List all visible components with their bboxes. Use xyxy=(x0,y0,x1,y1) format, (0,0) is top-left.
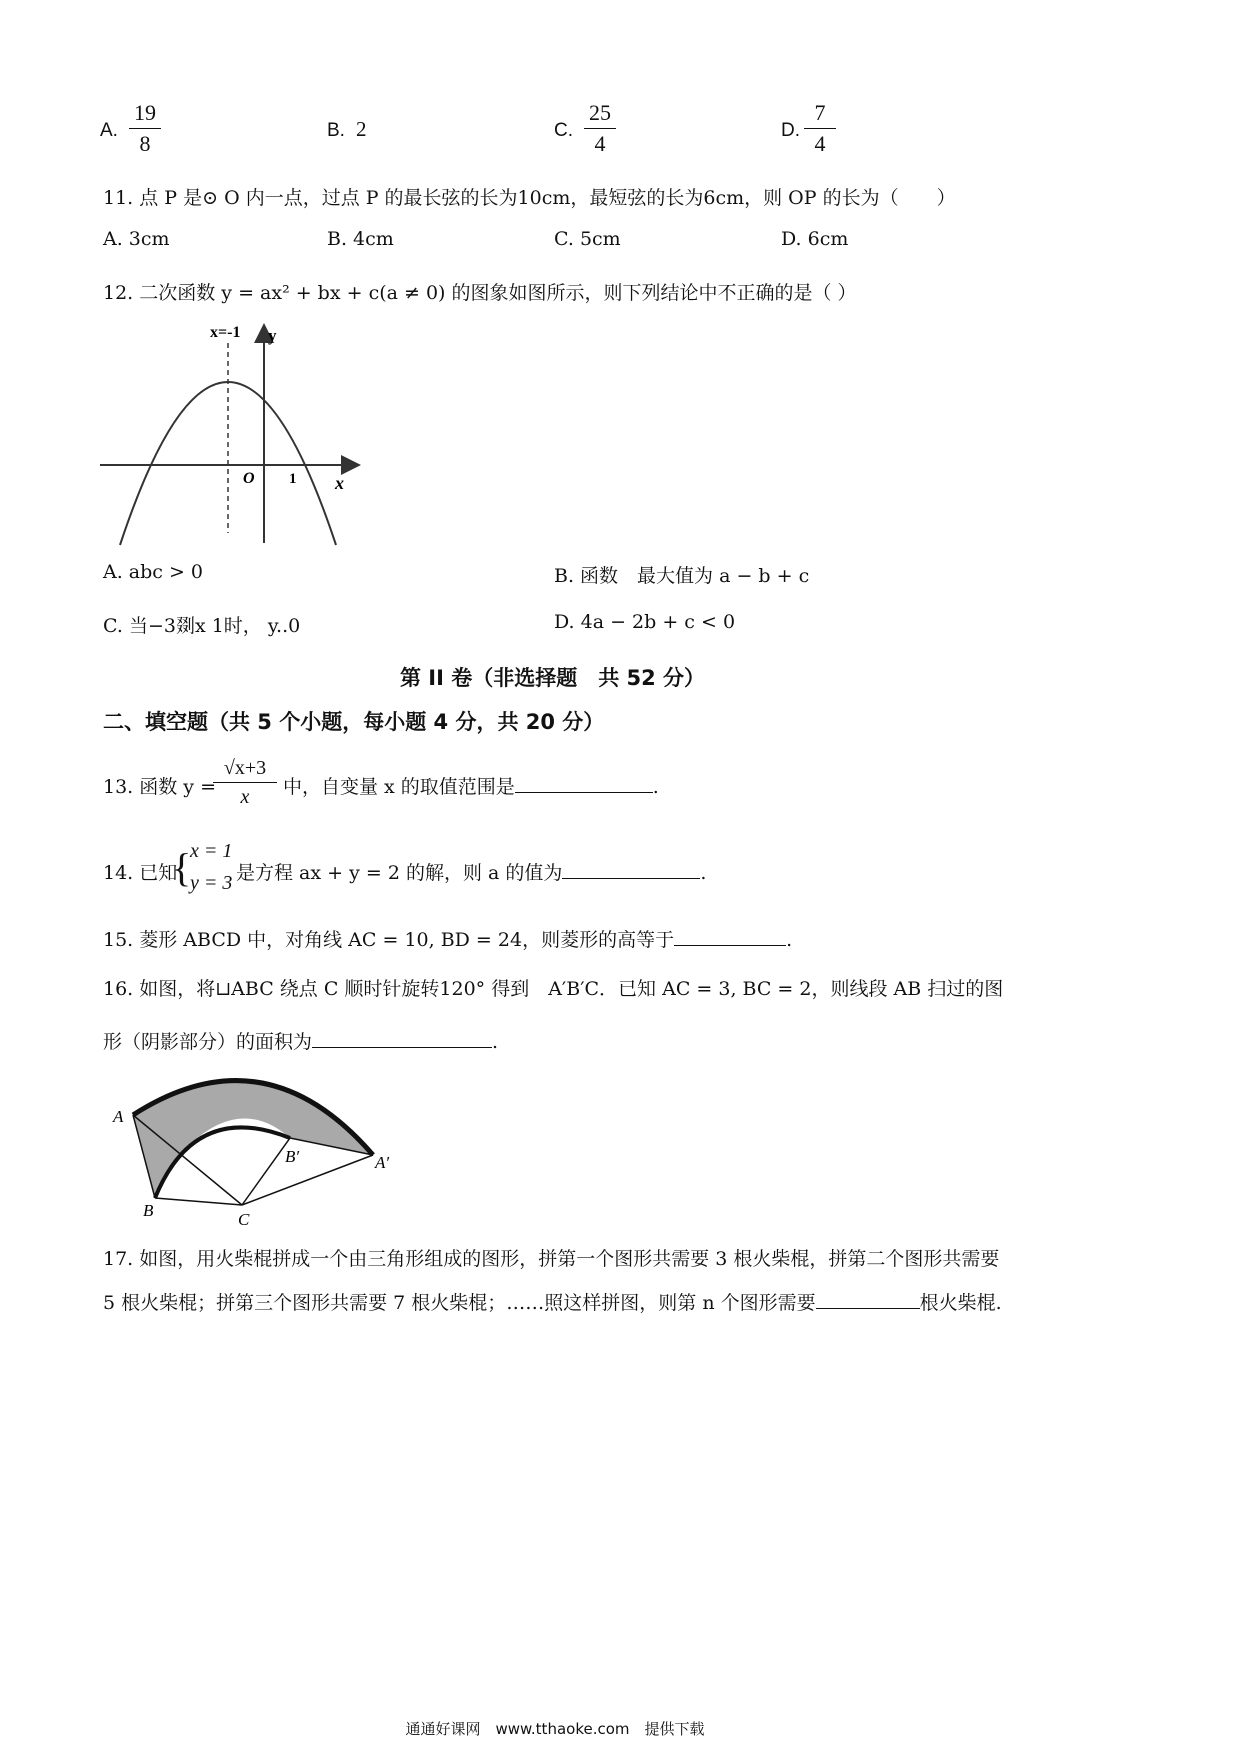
q14-brace: { xyxy=(172,845,192,890)
fraction-denominator: 4 xyxy=(814,131,826,156)
q12-parabola-graph xyxy=(95,315,375,555)
point-b-prime-label: B′ xyxy=(285,1147,300,1166)
q11-option-d: D. 6cm xyxy=(781,228,849,250)
q13-suffix xyxy=(283,772,659,799)
symmetry-axis-label: x=-1 xyxy=(210,324,241,341)
q16-end: . xyxy=(492,1031,499,1053)
fraction-numerator: 7 xyxy=(814,100,826,125)
q16-line1: 16. 如图，将⊔ABC 绕点 C 顺时针旋转120° 得到 A′B′C．已知 AC = 3, BC = 2，则线段 AB 扫过的图 xyxy=(103,978,1004,1000)
q10-option-d-label: D. xyxy=(781,120,800,141)
q14-suffix-text: 是方程 ax + y = 2 的解，则 a 的值为 xyxy=(236,862,563,884)
q16-line2 xyxy=(103,1027,498,1054)
q10-option-b-label: B. xyxy=(327,120,345,141)
x-axis-label: x xyxy=(335,473,344,493)
q12-option-d: D. 4a − 2b + c < 0 xyxy=(554,611,736,633)
fraction-numerator: √x+3 xyxy=(223,757,267,779)
q14-eq1: x = 1 xyxy=(190,840,233,862)
q10-option-a-label: A. xyxy=(100,120,118,141)
q13-end: . xyxy=(652,776,659,798)
q14-end: . xyxy=(700,862,707,884)
q17-line2-text: 5 根火柴棍；拼第三个图形共需要 7 根火柴棍；……照这样拼图，则第 n 个图形需要 xyxy=(103,1292,816,1314)
q12-option-a: A. abc > 0 xyxy=(103,561,204,583)
q17-line1: 17. 如图，用火柴棍拼成一个由三角形组成的图形，拼第一个图形共需要 3 根火柴棍，拼第二个图形共需要 xyxy=(103,1248,1000,1270)
page-footer: 通通好课网 www.tthaoke.com 提供下载 xyxy=(405,1720,705,1738)
segment-a2c xyxy=(242,1155,373,1205)
tick-one-label: 1 xyxy=(289,471,297,487)
origin-label: O xyxy=(243,470,255,487)
q14-prefix: 14. 已知 xyxy=(103,862,178,884)
q11-option-b: B. 4cm xyxy=(327,228,394,250)
q15-text: 15. 菱形 ABCD 中，对角线 AC = 10, BD = 24，则菱形的高等于 xyxy=(103,929,675,951)
section-two-title: 二、填空题（共 5 个小题，每小题 4 分，共 20 分） xyxy=(103,710,605,734)
point-a-label: A xyxy=(113,1107,124,1126)
q14-suffix xyxy=(236,858,706,885)
q10-option-b-value: 2 xyxy=(356,117,367,141)
segment-bc xyxy=(155,1198,242,1205)
q16-line2-text: 形（阴影部分）的面积为 xyxy=(103,1031,313,1053)
fraction-bar xyxy=(804,128,836,129)
q13-answer-blank[interactable] xyxy=(515,774,653,793)
q10-option-c-fraction xyxy=(580,100,620,157)
q17-line2-end: 根火柴棍. xyxy=(919,1292,1002,1314)
fraction-denominator: 8 xyxy=(139,131,151,156)
q10-option-a-fraction xyxy=(125,100,165,157)
q12-question: 12. 二次函数 y = ax² + bx + c(a ≠ 0) 的图象如图所示，则下列结论中不正确的是（ ） xyxy=(103,282,857,304)
y-axis-label: y xyxy=(268,326,277,345)
fraction-denominator: 4 xyxy=(594,131,606,156)
point-c-label: C xyxy=(238,1210,250,1229)
q10-option-c-label: C. xyxy=(554,120,573,141)
q11-option-c: C. 5cm xyxy=(554,228,621,250)
q14-eq2: y = 3 xyxy=(190,872,233,894)
q11-question: 11. 点 P 是⊙ O 内一点，过点 P 的最长弦的长为10cm，最短弦的长为6cm，则 OP 的长为（ ） xyxy=(103,187,956,209)
q12-option-c: C. 当−3剟x 1时， y..0 xyxy=(103,615,301,637)
fraction-denominator: x xyxy=(240,786,250,808)
q12-option-b: B. 函数 最大值为 a − b + c xyxy=(554,565,810,587)
q15-answer-blank[interactable] xyxy=(674,927,786,946)
point-b-label: B xyxy=(143,1201,154,1220)
fraction-bar xyxy=(213,782,277,783)
part-two-title: 第 II 卷（非选择题 共 52 分） xyxy=(399,666,706,690)
q15-question xyxy=(103,925,792,952)
q16-rotation-figure xyxy=(105,1060,405,1230)
q13-fraction xyxy=(213,756,277,809)
q17-answer-blank[interactable] xyxy=(816,1290,920,1309)
q10-option-d-fraction xyxy=(800,100,840,157)
q13-suffix-text: 中，自变量 x 的取值范围是 xyxy=(283,776,515,798)
q14-answer-blank[interactable] xyxy=(562,860,700,879)
fraction-bar xyxy=(129,128,161,129)
point-a-prime-label: A′ xyxy=(375,1153,390,1172)
fraction-bar xyxy=(584,128,616,129)
q16-answer-blank[interactable] xyxy=(312,1029,492,1048)
q11-option-a: A. 3cm xyxy=(103,228,170,250)
fraction-numerator: 25 xyxy=(589,100,611,125)
segment-b2c xyxy=(242,1138,290,1205)
q13-prefix: 13. 函数 y = xyxy=(103,776,216,798)
q15-end: . xyxy=(786,929,793,951)
q17-line2 xyxy=(103,1288,1002,1315)
fraction-numerator: 19 xyxy=(134,100,156,125)
